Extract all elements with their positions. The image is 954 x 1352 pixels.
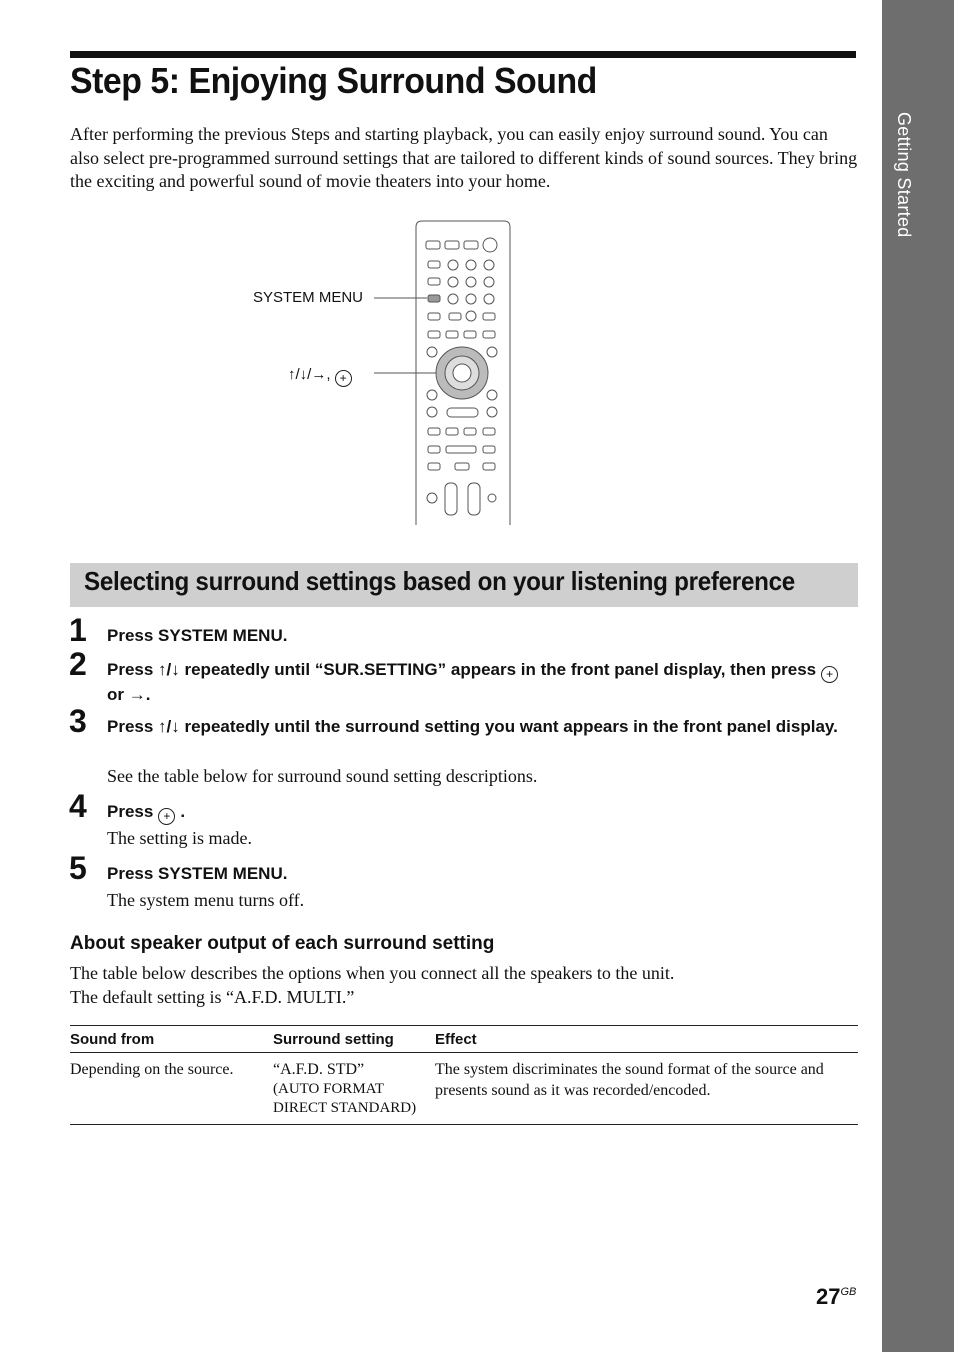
remote-illustration xyxy=(240,215,540,530)
intro-paragraph: After performing the previous Steps and starting playback, you can easily enjoy surround sound. You can also select pre-programmed surround settings that are tailored to different kinds of sound sources. They bring the exciting and powerful sound of movie theaters into your home. xyxy=(70,124,858,191)
step-number: 3 xyxy=(69,703,87,739)
step-number: 1 xyxy=(69,612,87,648)
page-number: $27^{GB}$ xyxy=(816,1284,857,1309)
system-menu-callout: SYSTEM MENU xyxy=(253,289,364,306)
step-number: 5 xyxy=(69,850,87,886)
step-note: The setting is made. xyxy=(107,828,252,848)
cell-effect: The system discriminates the sound format of the source and presents sound as it was recorded/encoded. xyxy=(435,1061,824,1099)
step-number: 2 xyxy=(69,646,87,682)
cell-surround-setting: “A.F.D. STD” (AUTO FORMAT DIRECT STANDARD) xyxy=(273,1061,417,1116)
step-text: Press SYSTEM MENU. xyxy=(107,864,288,883)
column-header: Sound from xyxy=(70,1030,155,1048)
enter-icon: + xyxy=(158,808,175,825)
enter-icon: + xyxy=(821,666,838,683)
page-title: Step 5: Enjoying Surround Sound xyxy=(70,60,597,101)
side-tab-label: Getting Started xyxy=(894,112,914,238)
step-note: The system menu turns off. xyxy=(107,890,305,910)
title-rule xyxy=(70,51,856,58)
table-row xyxy=(70,1053,858,1125)
table-header-row xyxy=(70,1026,858,1053)
surround-settings-table xyxy=(70,1025,858,1125)
section-title: Selecting surround settings based on your listening preference xyxy=(84,566,795,596)
step-text: Press ↑/↓ repeatedly until “SUR.SETTING” appears in the front panel display, then press +or →. xyxy=(107,658,852,706)
arrows-callout: ↑/↓/→, + xyxy=(288,366,352,387)
step-text: Press + . xyxy=(107,802,186,823)
step-text: Press SYSTEM MENU. xyxy=(107,626,288,645)
step-note: See the table below for surround sound setting descriptions. xyxy=(107,766,538,786)
about-paragraph: The table below describes the options when you connect all the speakers to the unit. The default setting is “A.F.D. MULTI.” xyxy=(70,963,675,1007)
step-text: Press ↑/↓ repeatedly until the surround setting you want appears in the front panel display. xyxy=(107,717,838,736)
enter-icon: + xyxy=(335,370,352,387)
subsection-heading: About speaker output of each surround setting xyxy=(70,933,495,954)
column-header: Effect xyxy=(435,1030,477,1048)
remote-drawing xyxy=(240,215,540,530)
column-header: Surround setting xyxy=(273,1030,394,1048)
step-number: 4 xyxy=(69,788,87,824)
cell-sound-from: Depending on the source. xyxy=(70,1061,234,1078)
